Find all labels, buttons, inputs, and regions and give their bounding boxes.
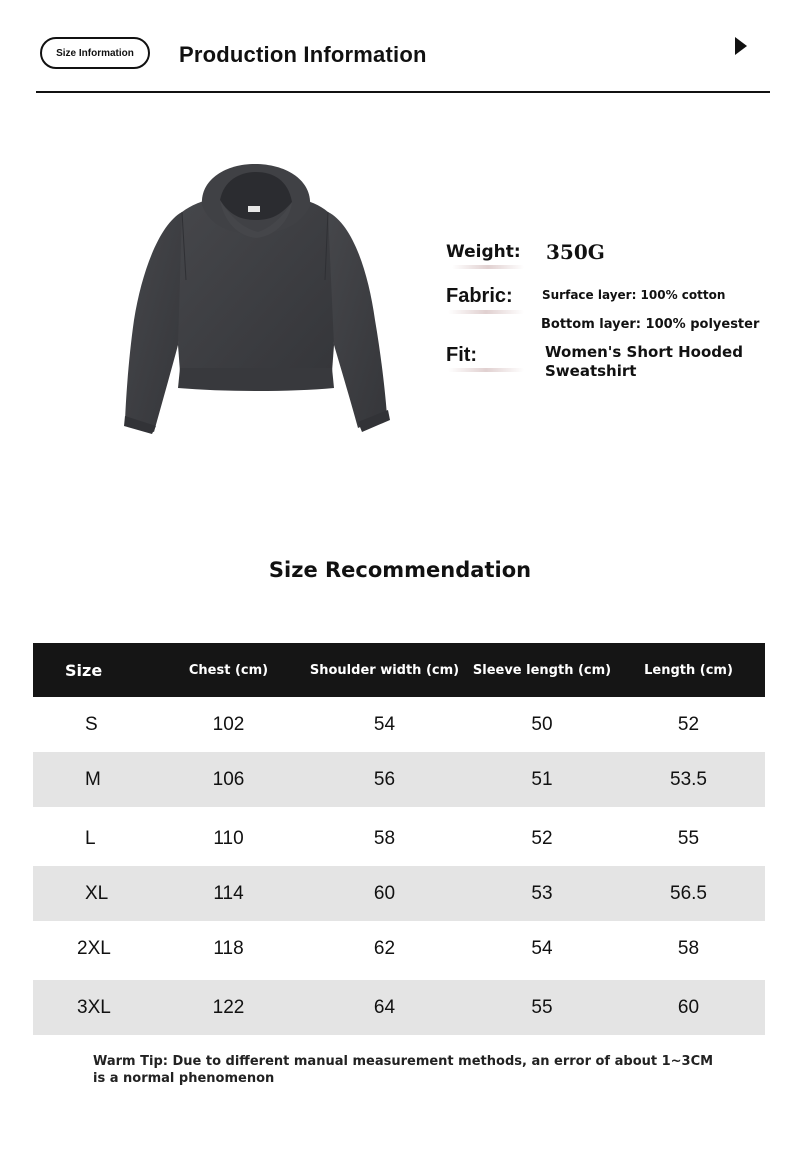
fit-label: Fit: bbox=[446, 344, 478, 366]
table-row bbox=[33, 811, 765, 866]
page-header bbox=[0, 0, 800, 100]
size-recommendation-title: Size Recommendation bbox=[268, 558, 532, 582]
sleeve-cell: 51 bbox=[472, 752, 612, 807]
shoulder-cell: 56 bbox=[297, 752, 472, 807]
sleeve-cell: 54 bbox=[531, 937, 553, 959]
length-cell: 52 bbox=[677, 713, 700, 735]
label-underline bbox=[448, 310, 524, 314]
sleeve-cell: 50 bbox=[531, 713, 553, 735]
chest-cell: 114 bbox=[160, 866, 297, 921]
fit-line-1: Women's Short Hooded bbox=[545, 343, 743, 361]
header-divider bbox=[36, 91, 770, 93]
fabric-bottom: Bottom layer: 100% polyester bbox=[541, 317, 760, 332]
weight-label: Weight: bbox=[446, 242, 521, 262]
chest-cell: 122 bbox=[160, 980, 297, 1035]
size-information-tab[interactable] bbox=[40, 37, 150, 69]
table-row bbox=[33, 866, 765, 921]
table-row bbox=[33, 697, 765, 752]
fabric-surface: Surface layer: 100% cotton bbox=[542, 288, 726, 302]
size-cell: S bbox=[85, 713, 98, 735]
label-underline bbox=[448, 368, 524, 372]
col-header-size: Size bbox=[33, 643, 160, 697]
size-cell: M bbox=[33, 752, 160, 807]
size-cell: 2XL bbox=[77, 937, 111, 959]
label-underline bbox=[452, 265, 524, 269]
size-table bbox=[33, 643, 765, 1035]
warm-tip: Warm Tip: Due to different manual measurement methods, an error of about 1~3CM is a normal phenomenon bbox=[93, 1054, 714, 1086]
shoulder-cell: 64 bbox=[297, 980, 472, 1035]
fit-line-2: Sweatshirt bbox=[545, 362, 637, 380]
table-row bbox=[33, 752, 765, 807]
shoulder-cell: 62 bbox=[373, 937, 396, 959]
sleeve-cell: 55 bbox=[472, 980, 612, 1035]
next-button[interactable] bbox=[718, 26, 764, 66]
length-cell: 58 bbox=[677, 937, 700, 959]
table-row bbox=[33, 980, 765, 1035]
length-cell: 56.5 bbox=[612, 866, 765, 921]
play-right-icon bbox=[734, 36, 748, 56]
chest-cell: 110 bbox=[213, 827, 244, 849]
length-cell: 60 bbox=[612, 980, 765, 1035]
shoulder-cell: 60 bbox=[297, 866, 472, 921]
weight-value: 350G bbox=[546, 240, 605, 264]
size-cell: L bbox=[85, 827, 96, 849]
col-header-shoulder: Shoulder width (cm) bbox=[297, 643, 472, 697]
sleeve-cell: 52 bbox=[531, 827, 553, 849]
shoulder-cell: 58 bbox=[373, 827, 396, 849]
chest-cell: 102 bbox=[212, 713, 245, 735]
table-header-row bbox=[33, 643, 765, 697]
fabric-label: Fabric: bbox=[446, 285, 513, 307]
size-cell: 3XL bbox=[33, 980, 160, 1035]
hoodie-image bbox=[120, 160, 395, 445]
col-header-sleeve: Sleeve length (cm) bbox=[472, 643, 612, 697]
chest-cell: 106 bbox=[160, 752, 297, 807]
length-cell: 53.5 bbox=[612, 752, 765, 807]
length-cell: 55 bbox=[677, 827, 700, 849]
sleeve-cell: 53 bbox=[472, 866, 612, 921]
table-row bbox=[33, 921, 765, 976]
page-title: Production Information bbox=[179, 42, 427, 67]
chest-cell: 118 bbox=[213, 937, 244, 959]
size-information-label: Size Information bbox=[56, 47, 134, 59]
shoulder-cell: 54 bbox=[373, 713, 396, 735]
col-header-length: Length (cm) bbox=[612, 643, 765, 697]
size-cell: XL bbox=[33, 866, 160, 921]
col-header-chest: Chest (cm) bbox=[160, 643, 297, 697]
